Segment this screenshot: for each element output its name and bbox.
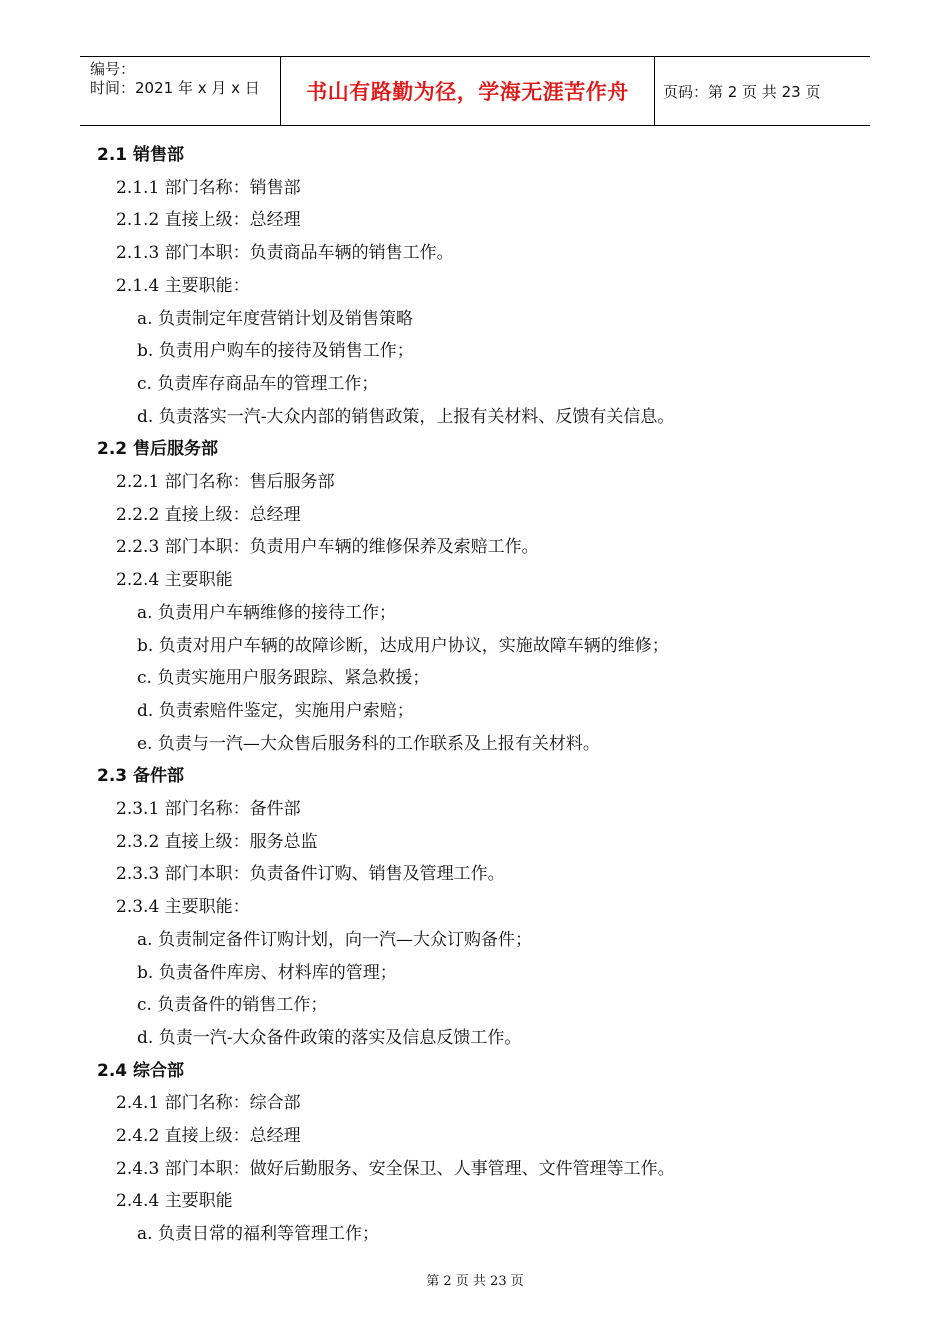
subsection-line: 2.2.2 直接上级：总经理 — [116, 504, 301, 525]
subsection-line: 2.4.2 直接上级：总经理 — [116, 1126, 301, 1146]
list-item: c. 负责库存商品车的管理工作； — [137, 373, 379, 394]
list-item: b. 负责用户购车的接待及销售工作； — [137, 341, 414, 362]
list-item: a. 负责日常的福利等管理工作； — [137, 1224, 379, 1245]
subsection-line: 2.2.4 主要职能 — [116, 570, 233, 591]
section-heading: 2.3 备件部 — [97, 766, 185, 787]
subsection-line: 2.3.3 部门本职：负责备件订购、销售及管理工作。 — [116, 864, 505, 885]
section-heading: 2.2 售后服务部 — [97, 439, 219, 460]
subsection-line: 2.4.3 部门本职：做好后勤服务、安全保卫、人事管理、文件管理等工作。 — [116, 1158, 675, 1179]
subsection-line: 2.4.1 部门名称：综合部 — [116, 1093, 301, 1114]
header-motto: 书山有路勤为径，学海无涯苦作舟 — [281, 57, 655, 125]
section-heading: 2.4 综合部 — [97, 1060, 185, 1081]
list-item: d. 负责落实一汽-大众内部的销售政策，上报有关材料、反馈有关信息。 — [137, 406, 675, 427]
page-footer: 第 2 页 共 23 页 — [426, 1274, 524, 1289]
subsection-line: 2.2.3 部门本职：负责用户车辆的维修保养及索赔工作。 — [116, 537, 539, 558]
list-item: c. 负责实施用户服务跟踪、紧急救援； — [137, 668, 430, 689]
subsection-line: 2.1.4 主要职能： — [116, 275, 250, 296]
subsection-line: 2.1.3 部门本职：负责商品车辆的销售工作。 — [116, 243, 454, 264]
list-item: b. 负责备件库房、材料库的管理； — [137, 962, 397, 983]
subsection-line: 2.3.1 部门名称：备件部 — [116, 799, 301, 819]
subsection-line: 2.2.1 部门名称：售后服务部 — [116, 472, 335, 492]
list-item: c. 负责备件的销售工作； — [137, 995, 328, 1016]
list-item: a. 负责制定备件订购计划，向一汽—大众订购备件； — [137, 929, 532, 950]
list-item: e. 负责与一汽—大众售后服务科的工作联系及上报有关材料。 — [137, 733, 600, 754]
subsection-line: 2.1.1 部门名称：销售部 — [116, 177, 301, 198]
list-item: d. 负责一汽-大众备件政策的落实及信息反馈工作。 — [137, 1027, 522, 1048]
list-item: b. 负责对用户车辆的故障诊断，达成用户协议，实施故障车辆的维修； — [137, 635, 669, 656]
document-number-label: 编号： — [90, 60, 136, 78]
document-time-label: 时间：2021 年 x 月 x 日 — [90, 79, 260, 97]
list-item: d. 负责索赔件鉴定，实施用户索赔； — [137, 700, 414, 721]
list-item: a. 负责用户车辆维修的接待工作； — [137, 602, 396, 623]
subsection-line: 2.4.4 主要职能 — [116, 1191, 233, 1212]
header-info-cell — [80, 57, 281, 125]
page-header — [80, 56, 870, 126]
subsection-line: 2.1.2 直接上级：总经理 — [116, 210, 301, 231]
subsection-line: 2.3.4 主要职能： — [116, 897, 250, 918]
section-heading: 2.1 销售部 — [97, 145, 185, 165]
list-item: a. 负责制定年度营销计划及销售策略 — [137, 308, 413, 329]
subsection-line: 2.3.2 直接上级：服务总监 — [116, 831, 318, 852]
header-page-number: 页码：第 2 页 共 23 页 — [663, 82, 821, 101]
